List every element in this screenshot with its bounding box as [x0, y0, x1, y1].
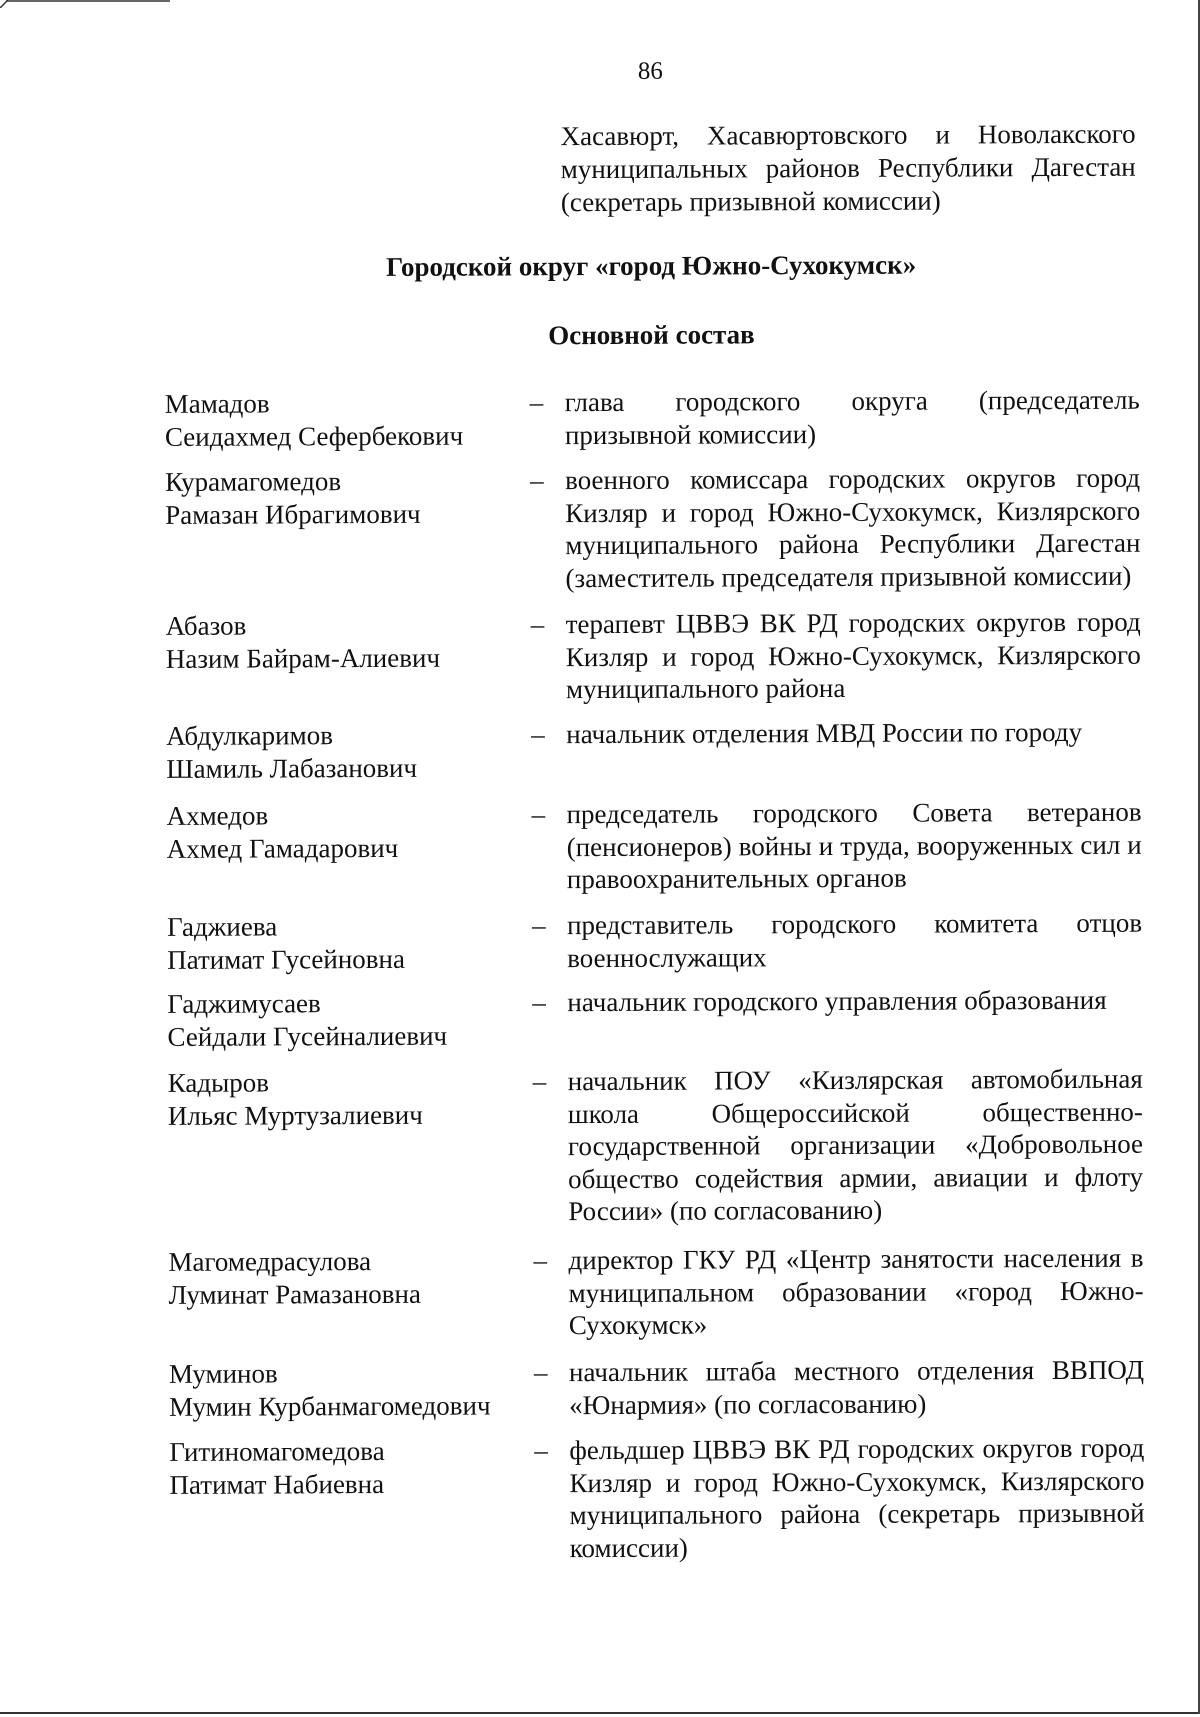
member-name — [165, 386, 505, 452]
page-number: 86 — [637, 57, 663, 85]
member-name — [168, 1065, 508, 1131]
member-name — [167, 986, 507, 1052]
dash-separator: – — [531, 910, 546, 941]
dash-separator: – — [529, 387, 544, 418]
member-role: директор ГКУ РД «Центр занятости населения в муниципальном образовании «город Южно-Сухокумск» — [568, 1242, 1144, 1341]
continuation-text: Хасавюрт, Хасавюртовского и Новолакского муниципальных районов Республики Дагестан (секретарь призывной комиссии) — [560, 118, 1136, 218]
member-surname: Абазов — [165, 610, 247, 641]
dash-separator: – — [530, 609, 545, 640]
dash-separator: – — [531, 719, 545, 750]
dash-separator: – — [534, 1435, 548, 1466]
member-entry — [165, 462, 1145, 593]
member-surname: Кадыров — [167, 1067, 270, 1098]
member-given-name: Ахмед Гамадарович — [166, 832, 399, 864]
dash-separator: – — [532, 1066, 547, 1097]
section-subtitle: Основной состав — [548, 319, 755, 351]
member-role: терапевт ЦВВЭ ВК РД городских округов город Кизляр и город Южно-Сухокумск, Кизлярского муниципального района — [565, 606, 1141, 705]
member-given-name: Шамиль Лабазанович — [166, 752, 418, 784]
members-list — [164, 384, 1145, 1563]
member-entry — [168, 1354, 1149, 1422]
member-surname: Курамагомедов — [165, 466, 342, 497]
member-role: фельдшер ЦВВЭ ВК РД городских округов город Кизляр и город Южно-Сухокумск, Кизлярского муниципального района (секретарь призывной комиссии) — [569, 1432, 1145, 1563]
member-entry — [169, 1432, 1149, 1563]
member-given-name: Луминат Рамазановна — [168, 1278, 421, 1310]
member-surname: Муминов — [168, 1358, 278, 1389]
member-surname: Гаджимусаев — [167, 988, 321, 1019]
dash-separator: – — [530, 465, 544, 496]
member-surname: Абдулкаримов — [166, 720, 333, 751]
member-name — [166, 798, 506, 864]
member-name — [169, 1356, 509, 1422]
member-entry — [165, 606, 1146, 705]
member-entry — [166, 796, 1146, 895]
member-surname: Ахмедов — [166, 800, 269, 831]
member-given-name: Рамазан Ибрагимович — [165, 498, 421, 530]
member-name — [165, 464, 505, 530]
member-role: начальник ПОУ «Кизлярская автомобильная школа Общероссийской общественно-государственной организации «Добровольное общество содействия армии, авиации и флоту России» (по согласованию) — [567, 1063, 1144, 1227]
member-name — [169, 1434, 509, 1500]
member-entry — [166, 716, 1146, 784]
member-role: глава городского округа (председатель призывной комиссии) — [564, 384, 1140, 450]
dash-separator: – — [533, 1245, 548, 1276]
member-role: начальник отделения МВД России по городу — [566, 716, 1083, 750]
member-entry — [167, 984, 1147, 1052]
member-role: представитель городского комитета отцов военнослужащих — [566, 907, 1143, 973]
dash-separator: – — [532, 987, 546, 1018]
section-title: Городской округ «город Южно-Сухокумск» — [386, 249, 917, 282]
member-given-name: Назим Байрам-Алиевич — [165, 642, 441, 674]
member-given-name: Патимат Гусейновна — [167, 943, 405, 975]
member-given-name: Сеидахмед Сефербекович — [164, 420, 464, 452]
member-role: начальник городского управления образования — [567, 984, 1107, 1018]
dash-separator: – — [531, 799, 546, 830]
member-entry — [166, 907, 1147, 975]
member-role: военного комиссара городских округов город Кизляр и город Южно-Сухокумск, Кизлярского муниципального района Республики Дагестан (заместитель председателя призывной комиссии) — [565, 462, 1141, 593]
member-given-name: Ильяс Муртузалиевич — [167, 1099, 423, 1131]
member-entry — [168, 1242, 1148, 1341]
member-surname: Мамадов — [164, 388, 270, 419]
member-given-name: Сейдали Гусейналиевич — [167, 1020, 448, 1052]
member-role: начальник штаба местного отделения ВВПОД «Юнармия» (по согласованию) — [568, 1354, 1145, 1420]
member-surname: Гаджиева — [166, 911, 278, 942]
member-surname: Гитиномагомедова — [169, 1435, 385, 1467]
member-given-name: Патимат Набиевна — [169, 1468, 385, 1500]
member-entry — [167, 1063, 1148, 1227]
member-surname: Магомедрасулова — [168, 1246, 372, 1277]
member-name — [166, 718, 506, 784]
member-name — [168, 1244, 508, 1310]
member-role: председатель городского Совета ветеранов (пенсионеров) войны и труда, вооруженных сил и правоохранительных органов — [566, 796, 1142, 895]
dash-separator: – — [533, 1357, 548, 1388]
scan-corner-mark — [0, 0, 1200, 8]
member-name — [166, 608, 506, 674]
member-given-name: Мумин Курбанмагомедович — [169, 1389, 491, 1422]
member-name — [167, 909, 507, 975]
member-entry — [164, 384, 1145, 452]
